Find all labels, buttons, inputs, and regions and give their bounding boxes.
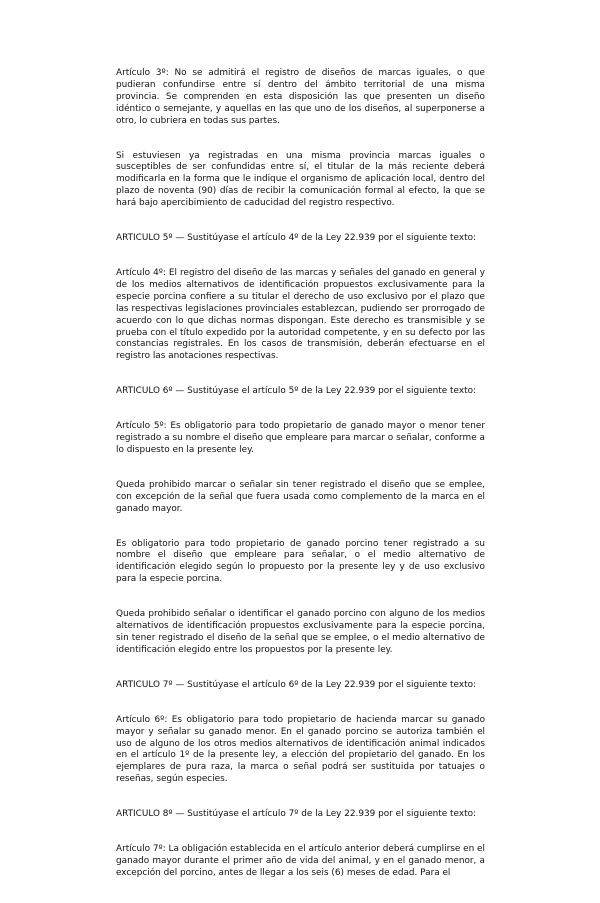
paragraph-prohibido-senalar: Queda prohibido señalar o identificar el ganado porcino con alguno de los medios alternativos de identificación propuestos exclusivamente para la especie porcina, sin tener registrado el diseño de la señal que se emplee, o el medio alternativo de identificación elegido entre los propuestos por la presente ley. xyxy=(116,609,485,655)
heading-articulo-6: ARTICULO 6º — Sustitúyase el artículo 5º de la Ley 22.939 por el siguiente texto: xyxy=(116,386,476,397)
document-body xyxy=(116,68,485,903)
paragraph-articulo-4: Artículo 4º: El registro del diseño de las marcas y señales del ganado en general y de los medios alternativos de identificación propuestos exclusivamente para la especie porcina confiere a su titular el derecho de uso exclusivo por el plazo que las respectivas legislaciones provinciales establezcan, pudiendo ser prorrogado de acuerdo con lo que dichas normas dispongan. Este derecho es transmisible y se prueba con el título expedido por la autoridad competente, y en su defecto por las constancias registrales. En los casos de transmisión, deberán efectuarse en el registro las anotaciones respectivas. xyxy=(116,267,485,362)
heading-articulo-8: ARTICULO 8º — Sustitúyase el artículo 7º de la Ley 22.939 por el siguiente texto: xyxy=(116,809,476,820)
heading-articulo-5: ARTICULO 5º — Sustitúyase el artículo 4º de la Ley 22.939 por el siguiente texto: xyxy=(116,233,476,244)
paragraph-articulo-3: Artículo 3º: No se admitirá el registro de diseños de marcas iguales, o que pudieran confundirse entre sí dentro del ámbito territorial de una misma provincia. Se comprenden en esta disposición las que presenten un diseño idéntico o semejante, y aquellas en las que uno de los diseños, al superponerse a otro, lo cubriera en todas sus partes. xyxy=(116,68,485,126)
paragraph-articulo-5: Artículo 5º: Es obligatorio para todo propietario de ganado mayor o menor tener registrado a su nombre el diseño que empleare para marcar o señalar, conforme a lo dispuesto en la presente ley. xyxy=(116,421,485,455)
heading-articulo-7: ARTICULO 7º — Sustitúyase el artículo 6º de la Ley 22.939 por el siguiente texto: xyxy=(116,679,476,690)
paragraph-articulo-7: Artículo 7º: La obligación establecida en el artículo anterior deberá cumplirse en el ganado mayor durante el primer año de vida del animal, y en el ganado menor, a excepción del porcino, antes de llegar a los seis (6) meses de edad. Para el xyxy=(116,844,485,878)
paragraph-marcas-registradas: Si estuviesen ya registradas en una misma provincia marcas iguales o susceptibles de ser confundidas entre sí, el titular de la más reciente deberá modificarla en la forma que le indique el organismo de aplicación local, dentro del plazo de noventa (90) días de recibir la comunicación formal al efecto, la que se hará bajo apercibimiento de caducidad del registro respectivo. xyxy=(116,150,485,209)
paragraph-articulo-6: Artículo 6º: Es obligatorio para todo propietario de hacienda marcar su ganado mayor y señalar su ganado menor. En el ganado porcino se autoriza también el uso de alguno de los otros medios alternativos de identificación animal indicados en el artículo 1º de la presente ley, a elección del propietario del ganado. En los ejemplares de pura raza, la marca o señal podrá ser sustituida por tatuajes o reseñas, según especies. xyxy=(116,714,485,785)
paragraph-ganado-porcino-obligatorio: Es obligatorio para todo propietario de ganado porcino tener registrado a su nombre el diseño que empleare para señalar, o el medio alternativo de identificación elegido según lo propuesto por la presente ley y de uso exclusivo para la especie porcina. xyxy=(116,538,485,585)
paragraph-prohibido-marcar: Queda prohibido marcar o señalar sin tener registrado el diseño que se emplee, con excepción de la señal que fuera usada como complemento de la marca en el ganado mayor. xyxy=(116,479,485,514)
